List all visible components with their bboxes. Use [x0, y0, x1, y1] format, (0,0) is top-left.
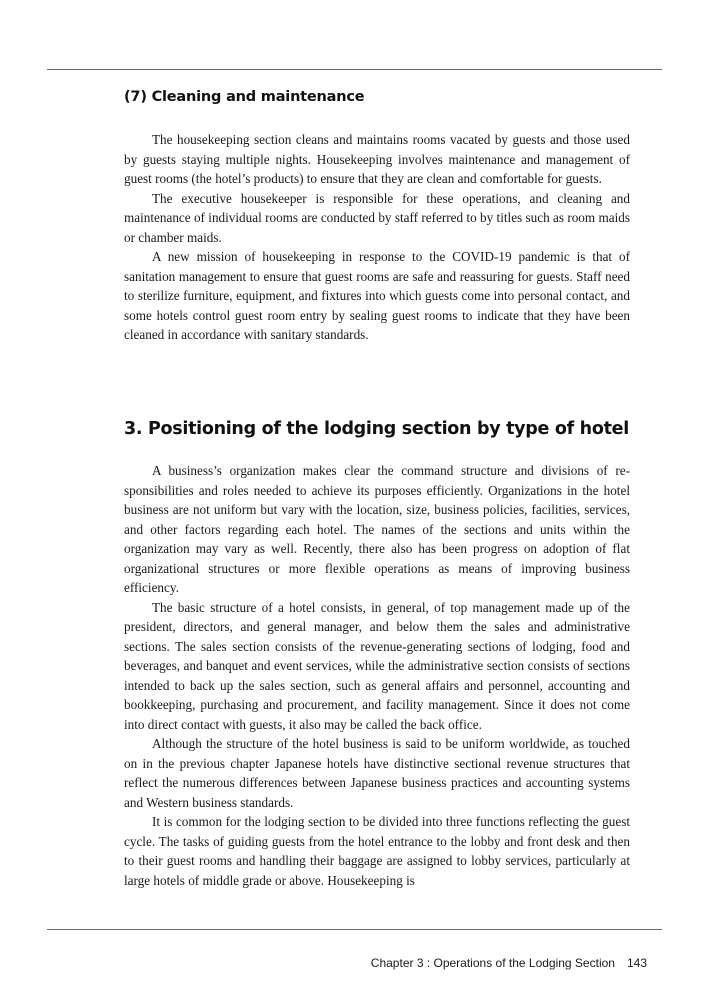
paragraph: The housekeeping section cleans and maintains rooms vacated by guests and those used by guests staying multiple nights. Housekeeping involves maintenance and management of guest rooms (the hotel’s products) to ensure that they are clean and comfortable for guests. — [124, 132, 630, 186]
page-footer — [371, 956, 647, 970]
paragraph: Although the structure of the hotel business is said to be uniform worldwide, as touched on in the previous chapter Japanese hotels have distinctive sectional revenue structures that reflect the numerous differences between Japanese business practices and accounting systems and Western business standards. — [124, 736, 630, 810]
chapter-title: Chapter 3 : Operations of the Lodging Section — [370, 956, 615, 970]
paragraph: The executive housekeeper is responsible for these operations, and cleaning and maintenance of individual rooms are conducted by staff referred to by titles such as room maids or chamber maids. — [124, 190, 630, 245]
section-3-body — [124, 461, 630, 890]
section-3-heading: 3. Positioning of the lodging section by type of hotel — [124, 419, 629, 439]
paragraph: A new mission of housekeeping in response to the COVID-19 pandemic is that of sanitation management to ensure that guest rooms are safe and reassuring for guests. Staff need to sterilize furniture, equipment, and fixtures into which guests come into personal contact, and some hotels control guest room entry by sealing guest rooms to indicate that they have been cleaned in accordance with sanitary standards. — [124, 249, 630, 342]
page-number: 143 — [626, 956, 647, 970]
paragraph: The basic structure of a hotel consists, in general, of top management made up of the president, directors, and general manager, and below them the sales and administrative sections. The sales section consists of the revenue-generating sections of lodging, food and beverages, and banquet and event services, while the administrative section consists of sections intended to back up the sales section, such as general affairs and personnel, accounting and bookkeeping, purchasing and procurement, and facility management. Since it does not come into direct contact with guests, it also may be called the back office. — [124, 599, 630, 732]
section-7-heading: (7) Cleaning and maintenance — [124, 89, 365, 105]
section-7-body — [124, 130, 630, 345]
footer-rule — [47, 929, 662, 930]
paragraph: A business’s organization makes clear the command structure and divisions of responsibilities and roles needed to achieve its purposes efficiently. Organizations in the hotel business are not uniform but vary with the location, size, business policies, facilities, services, and other factors regarding each hotel. The names of the sections and units within the organization may vary as well. Recently, there also has been progress on adoption of flat organizational structures or more flexible operations as means of improving business efficiency. — [124, 463, 630, 595]
header-rule — [47, 69, 662, 70]
paragraph: It is common for the lodging section to be divided into three functions reflecting the guest cycle. The tasks of guiding guests from the hotel entrance to the lobby and front desk and then to their guest rooms and handling their baggage are assigned to lobby services, particularly at large hotels of middle grade or above. Housekeeping is — [124, 814, 630, 888]
